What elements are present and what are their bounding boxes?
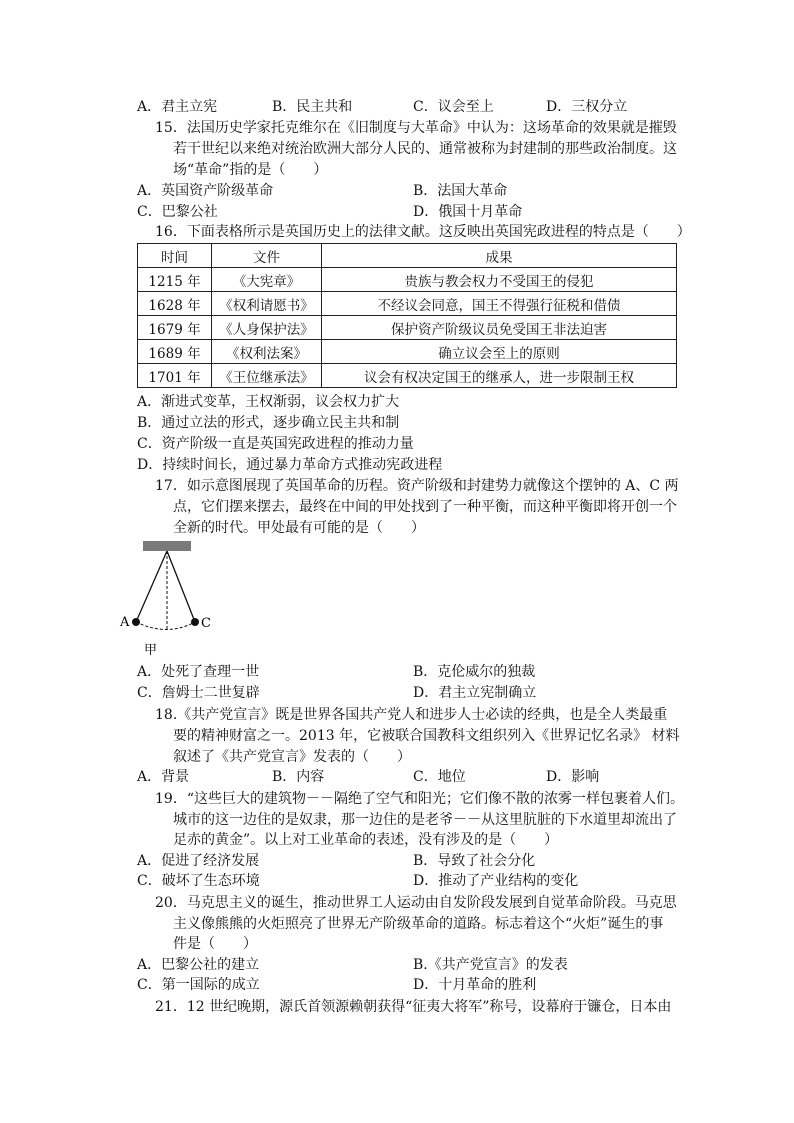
table-cell-document: 《权利请愿书》 <box>212 292 322 316</box>
label-jia: 甲 <box>144 643 158 657</box>
q19-option-a: A．促进了经济发展 <box>137 853 260 869</box>
q16-option-c: C．资产阶级一直是英国宪政进程的推动力量 <box>137 436 414 452</box>
table-cell-time: 1215 年 <box>138 268 212 292</box>
table-cell-result: 确立议会至上的原则 <box>322 340 677 364</box>
q18-stem-line-1: 18.《共产党宣言》既是世界各国共产党人和进步人士必读的经典，也是全人类最重 <box>155 707 668 723</box>
table-row <box>138 316 677 340</box>
q16-stem: 16．下面表格所示是英国历史上的法律文献。这反映出英国宪政进程的特点是（ ） <box>155 224 691 240</box>
table-cell-result: 贵族与教会权力不受国王的侵犯 <box>322 268 677 292</box>
label-a: A <box>120 615 130 630</box>
q14-option-a: A．君主立宪 <box>137 99 218 115</box>
table-cell-time: 1628 年 <box>138 292 212 316</box>
q20-option-d: D．十月革命的胜利 <box>413 977 537 993</box>
q20-option-c: C．第一国际的成立 <box>137 977 260 993</box>
table-cell-result: 保护资产阶级议员免受国王非法迫害 <box>322 316 677 340</box>
pendulum-svg <box>118 537 218 657</box>
q15-option-a: A．英国资产阶级革命 <box>137 183 274 199</box>
q15-stem-line-1: 15．法国历史学家托克维尔在《旧制度与大革命》中认为：这场革命的效果就是摧毁 <box>155 120 677 136</box>
q18-stem-line-2: 要的精神财富之一。2013 年，它被联合国教科文组织列入《世界记忆名录》 材料 <box>173 728 680 744</box>
pendulum-mount <box>143 541 191 551</box>
pendulum-diagram <box>118 537 218 657</box>
q21-stem-line-1: 21．12 世纪晚期，源氏首领源赖朝获得“征夷大将军”称号，设幕府于镰仓，日本由 <box>155 999 672 1015</box>
q16-option-b: B．通过立法的形式，逐步确立民主共和制 <box>137 415 400 431</box>
q18-stem-line-3: 叙述了《共产党宣言》发表的（ ） <box>173 749 411 765</box>
history-law-table <box>137 243 677 388</box>
label-c: C <box>201 616 211 631</box>
q16-option-d: D．持续时间长，通过暴力革命方式推动宪政进程 <box>137 457 443 473</box>
q19-option-b: B．导致了社会分化 <box>413 853 536 869</box>
q18-option-b: B．内容 <box>272 769 325 785</box>
table-header-document: 文件 <box>212 244 322 268</box>
table-header-time: 时间 <box>138 244 212 268</box>
pendulum-point-c <box>191 618 199 626</box>
q19-stem-line-3: 足赤的黄金”。以上对工业革命的表述，没有涉及的是（ ） <box>173 832 559 848</box>
table-row <box>138 268 677 292</box>
table-cell-document: 《权利法案》 <box>212 340 322 364</box>
table-cell-result: 议会有权决定国王的继承人，进一步限制王权 <box>322 364 677 388</box>
q20-stem-line-2: 主义像熊熊的火炬照亮了世界无产阶级革命的道路。标志着这个“火炬”诞生的事 <box>173 916 664 932</box>
table-row <box>138 340 677 364</box>
pendulum-arm-c <box>167 551 195 622</box>
q17-option-b: B．克伦威尔的独裁 <box>413 664 536 680</box>
table-cell-time: 1701 年 <box>138 364 212 388</box>
pendulum-arm-a <box>136 551 167 622</box>
q18-option-d: D．影响 <box>546 769 600 785</box>
q19-stem-line-1: 19．“这些巨大的建筑物－－隔绝了空气和阳光；它们像不散的浓雾一样包裹着人们。 <box>155 791 684 807</box>
q15-option-c: C．巴黎公社 <box>137 204 218 220</box>
pendulum-point-a <box>132 618 140 626</box>
q17-option-d: D．君主立宪制确立 <box>413 685 537 701</box>
table-cell-document: 《人身保护法》 <box>212 316 322 340</box>
table-cell-time: 1689 年 <box>138 340 212 364</box>
q20-option-b: B.《共产党宣言》的发表 <box>413 957 568 973</box>
table-header-result: 成果 <box>322 244 677 268</box>
q20-option-a: A．巴黎公社的建立 <box>137 957 260 973</box>
q19-stem-line-2: 城市的这一边住的是奴隶，那一边住的是老爷－－从这里肮脏的下水道里却流出了 <box>173 812 677 828</box>
q17-stem-line-3: 全新的时代。甲处最有可能的是（ ） <box>173 520 425 536</box>
table-header-row <box>138 244 677 268</box>
table-cell-document: 《大宪章》 <box>212 268 322 292</box>
q15-option-b: B．法国大革命 <box>413 183 508 199</box>
table-row <box>138 364 677 388</box>
q18-option-c: C．地位 <box>413 769 466 785</box>
q17-stem-line-2: 点，它们摆来摆去，最终在中间的甲处找到了一种平衡，而这种平衡即将开创一个 <box>173 499 677 515</box>
q19-option-c: C．破坏了生态环境 <box>137 873 260 889</box>
q15-option-d: D．俄国十月革命 <box>413 204 523 220</box>
q20-stem-line-1: 20．马克思主义的诞生，推动世界工人运动由自发阶段发展到自觉革命阶段。马克思 <box>155 895 677 911</box>
q18-option-a: A．背景 <box>137 769 190 785</box>
q17-stem-line-1: 17．如示意图展现了英国革命的历程。资产阶级和封建势力就像这个摆钟的 A、C 两 <box>155 478 679 494</box>
pendulum-swing-arc <box>136 622 195 630</box>
q16-option-a: A．渐进式变革，王权渐弱，议会权力扩大 <box>137 394 400 410</box>
table-cell-document: 《王位继承法》 <box>212 364 322 388</box>
q14-option-c: C．议会至上 <box>413 99 494 115</box>
q17-option-c: C．詹姆士二世复辟 <box>137 685 260 701</box>
table-cell-time: 1679 年 <box>138 316 212 340</box>
q20-stem-line-3: 件是（ ） <box>173 936 257 952</box>
q15-stem-line-3: 场“革命”指的是（ ） <box>173 162 328 178</box>
table-cell-result: 不经议会同意，国王不得强行征税和借债 <box>322 292 677 316</box>
q14-option-b: B．民主共和 <box>272 99 353 115</box>
q19-option-d: D．推动了产业结构的变化 <box>413 873 579 889</box>
q15-stem-line-2: 若干世纪以来绝对统治欧洲大部分人民的、通常被称为封建制的那些政治制度。这 <box>173 141 677 157</box>
table-row <box>138 292 677 316</box>
q17-option-a: A．处死了查理一世 <box>137 664 260 680</box>
q14-option-d: D．三权分立 <box>546 99 628 115</box>
